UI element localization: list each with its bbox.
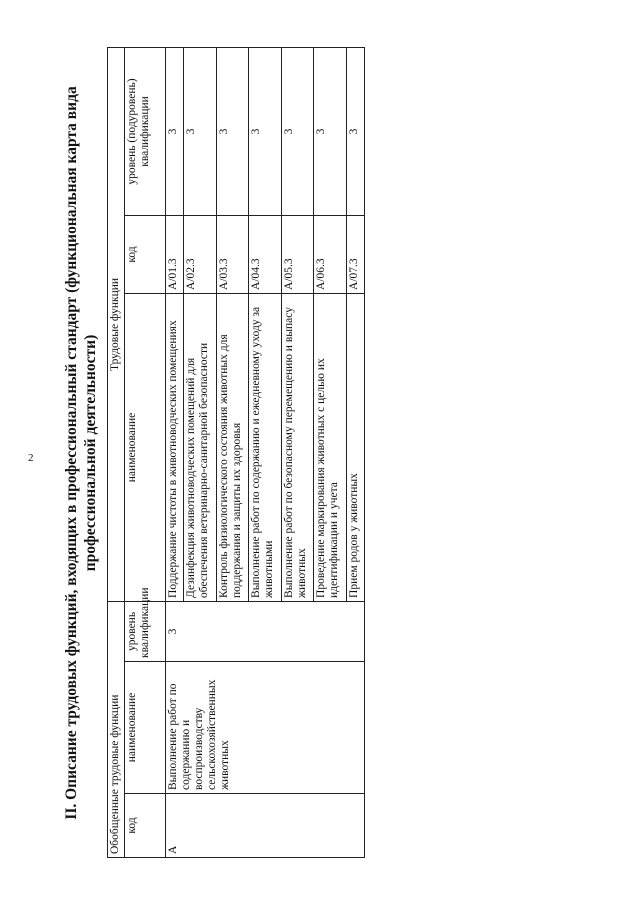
header-tf-level: уровень (подуровень) квалификации: [125, 47, 166, 215]
tf-level: 3: [314, 47, 347, 215]
tf-code: A/01.3: [166, 215, 184, 293]
header-group-row: [108, 47, 125, 857]
tf-code: A/07.3: [346, 215, 364, 293]
tf-code: A/06.3: [314, 215, 347, 293]
header-tf-name: наименование: [125, 293, 166, 601]
header-generalized-functions: Обобщенные трудовые функции: [108, 601, 125, 857]
header-name: наименование: [125, 662, 166, 794]
tf-code: A/04.3: [249, 215, 282, 293]
tf-name: Поддержание чистоты в животноводческих помещениях: [166, 293, 184, 601]
gtf-name: Выполнение работ по содержанию и воспроизводству сельскохозяйственных животных: [166, 662, 365, 794]
tf-level: 3: [166, 47, 184, 215]
tf-name: Дезинфекция животноводческих помещений для обеспечения ветеринарно-санитарной безопасности: [183, 293, 216, 601]
functional-map-table: [107, 47, 365, 858]
tf-level: 3: [183, 47, 216, 215]
tf-level: 3: [346, 47, 364, 215]
header-labor-functions: Трудовые функции: [108, 47, 125, 601]
table-row: [166, 47, 184, 857]
tf-code: A/03.3: [216, 215, 249, 293]
tf-level: 3: [216, 47, 249, 215]
gtf-code: A: [166, 794, 365, 858]
tf-code: A/05.3: [281, 215, 314, 293]
tf-name: Выполнение работ по содержанию и ежедневному уходу за животными: [249, 293, 282, 601]
section-title: II. Описание трудовых функций, входящих в профессиональный стандарт (функциональная карта вида профессиональной деятельности): [63, 86, 99, 820]
header-code: код: [125, 794, 166, 858]
gtf-level: 3: [166, 601, 365, 661]
tf-level: 3: [281, 47, 314, 215]
header-tf-code: код: [125, 215, 166, 293]
tf-code: A/02.3: [183, 215, 216, 293]
header-level: уровень квалификации: [125, 601, 166, 661]
page-number: 2: [28, 452, 34, 464]
tf-name: Контроль физиологического состояния животных для поддержания и защиты их здоровья: [216, 293, 249, 601]
tf-level: 3: [249, 47, 282, 215]
tf-name: Выполнение работ по безопасному перемещению и выпасу животных: [281, 293, 314, 601]
tf-name: Прием родов у животных: [346, 293, 364, 601]
header-sub-row: [125, 47, 166, 857]
tf-name: Проведение маркирования животных с целью их идентификации и учета: [314, 293, 347, 601]
